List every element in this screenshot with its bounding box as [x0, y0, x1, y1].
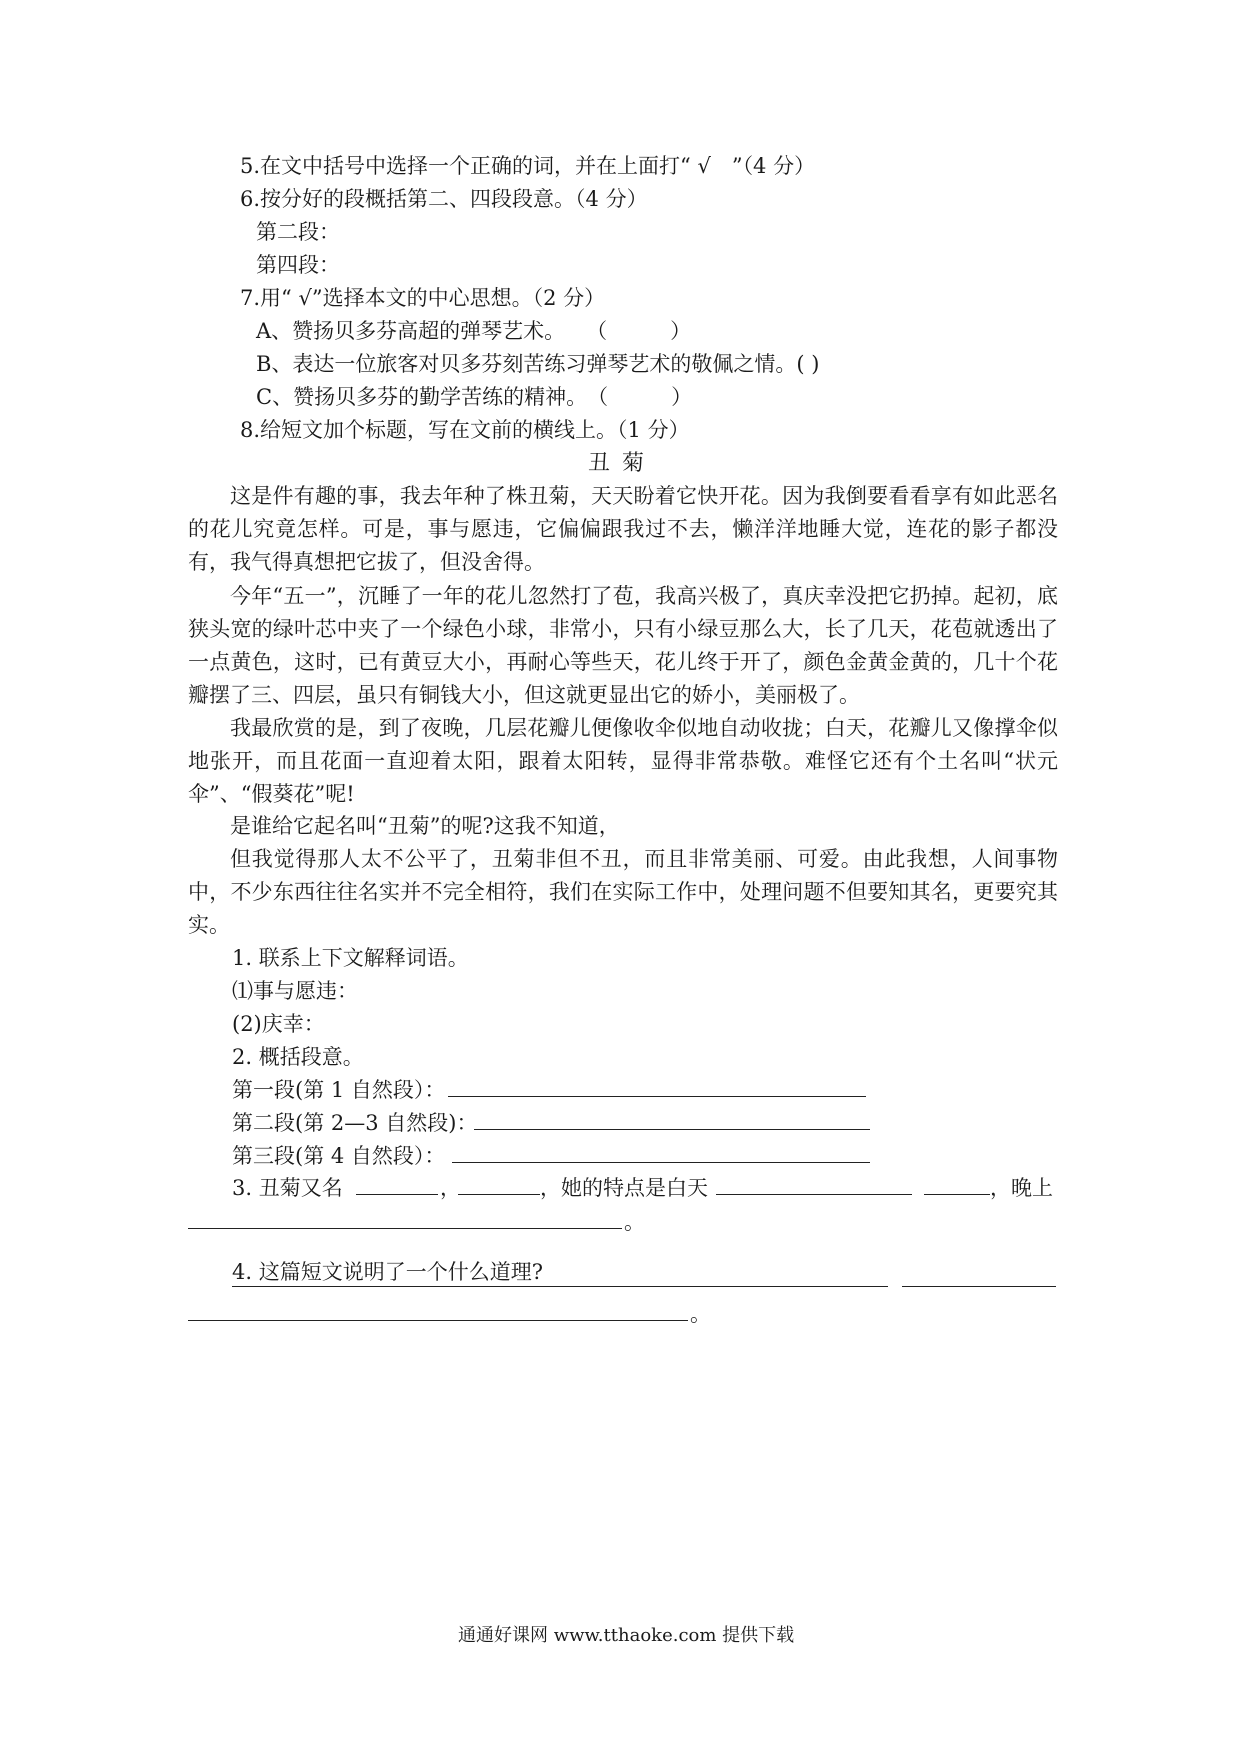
question-2-1-a: ⑴事与愿违： — [232, 979, 358, 1003]
article-paragraph-5: 但我觉得那人太不公平了，丑菊非但不丑，而且非常美丽、可爱。由此我想，人间事物中，不少东西往往名实并不完全相符，我们在实际工作中，处理问题不但要知其名，更要究其实。 — [188, 847, 1058, 937]
question-7: 7.用“ √”选择本文的中心思想。（2 分） — [240, 286, 606, 310]
question-2-1-b: (2)庆幸： — [232, 1012, 325, 1036]
question-2-4: 4. 这篇短文说明了一个什么道理? — [232, 1260, 543, 1284]
answer-line-2-2-b[interactable] — [474, 1129, 870, 1130]
question-7-option-a: A、赞扬贝多芬高超的弹琴艺术。 （ ） — [256, 319, 692, 343]
question-2-2-b: 第二段(第 2—3 自然段)： — [232, 1111, 478, 1135]
article-paragraph-4: 是谁给它起名叫“丑菊”的呢?这我不知道， — [230, 814, 620, 838]
question-2-1: 1. 联系上下文解释词语。 — [232, 946, 469, 970]
question-2-4-end: 。 — [690, 1302, 711, 1326]
answer-line-2-3-day-2[interactable] — [924, 1194, 990, 1195]
question-5: 5.在文中括号中选择一个正确的词，并在上面打“ √ ”（4 分） — [240, 154, 816, 178]
article-paragraph-3: 我最欣赏的是，到了夜晚，几层花瓣儿便像收伞似地自动收拢；白天，花瓣儿又像撑伞似地张开，而且花面一直迎着太阳，跟着太阳转，显得非常恭敬。难怪它还有个土名叫“状元伞”、“假葵花”呢! — [188, 716, 1058, 806]
article-paragraph-1: 这是件有趣的事，我去年种了株丑菊，天天盼着它快开花。因为我倒要看看享有如此恶名的花儿究竟怎样。可是，事与愿违，它偏偏跟我过不去，懒洋洋地睡大觉，连花的影子都没有，我气得真想把它拔了，但没舍得。 — [188, 484, 1058, 574]
question-2-2-c: 第三段(第 4 自然段）： — [232, 1144, 446, 1168]
article-paragraph-2: 今年“五一”，沉睡了一年的花儿忽然打了苞，我高兴极了，真庆幸没把它扔掉。起初，底狭头宽的绿叶芯中夹了一个绿色小球，非常小，只有小绿豆那么大，长了几天，花苞就透出了一点黄色，这时，已有黄豆大小，再耐心等些天，花儿终于开了，颜色金黄金黄的，几十个花瓣摆了三、四层，虽只有铜钱大小，但这就更显出它的娇小，美丽极了。 — [188, 584, 1058, 707]
answer-line-2-3-name-1[interactable] — [356, 1194, 438, 1195]
question-2-3-prefix: 3. 丑菊又名 — [232, 1176, 343, 1200]
answer-line-2-3-evening[interactable] — [188, 1228, 622, 1229]
answer-line-2-4-a[interactable] — [232, 1286, 888, 1287]
answer-line-2-3-name-2[interactable] — [458, 1194, 540, 1195]
question-2-3-middle: ，她的特点是白天 — [540, 1176, 708, 1200]
answer-line-2-3-day-1[interactable] — [716, 1194, 912, 1195]
question-8: 8.给短文加个标题，写在文前的横线上。（1 分） — [240, 418, 690, 442]
question-2-3-end: 。 — [624, 1210, 645, 1234]
footer-download-note: 通通好课网 www.tthaoke.com 提供下载 — [458, 1625, 795, 1646]
question-7-option-c: C、赞扬贝多芬的勤学苦练的精神。 （ ） — [256, 385, 693, 409]
question-2-3-evening: ，晚上 — [990, 1176, 1053, 1200]
question-6-second-paragraph: 第二段： — [256, 220, 340, 244]
question-6: 6.按分好的段概括第二、四段段意。（4 分） — [240, 187, 648, 211]
question-2-2-a: 第一段(第 1 自然段）： — [232, 1078, 446, 1102]
answer-line-2-2-a[interactable] — [448, 1096, 866, 1097]
question-2-2: 2. 概括段意。 — [232, 1045, 364, 1069]
answer-line-2-4-b[interactable] — [902, 1286, 1056, 1287]
question-7-option-b: B、表达一位旅客对贝多芬刻苦练习弹琴艺术的敬佩之情。( ) — [256, 352, 820, 376]
question-2-3-comma: ， — [440, 1176, 461, 1200]
article-title: 丑菊 — [588, 451, 657, 476]
answer-line-2-2-c[interactable] — [452, 1162, 870, 1163]
answer-line-2-4-c[interactable] — [188, 1320, 688, 1321]
question-6-fourth-paragraph: 第四段： — [256, 253, 340, 277]
